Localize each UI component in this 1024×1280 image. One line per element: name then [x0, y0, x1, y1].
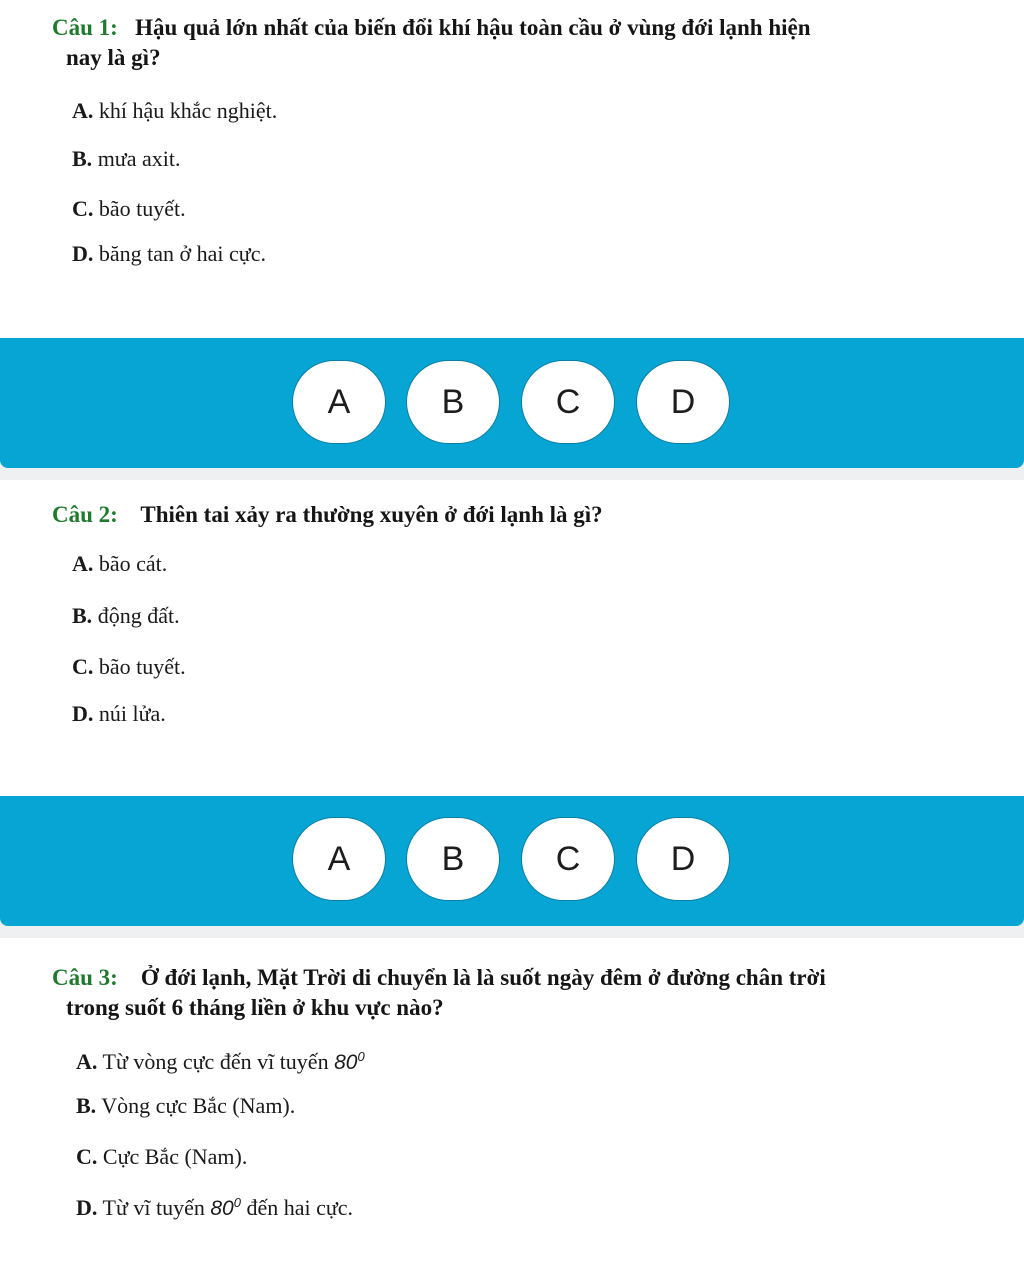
answer-2-b-button[interactable]: B: [406, 817, 500, 901]
answer-2-c-button[interactable]: C: [521, 817, 615, 901]
question-1-option-c: C. bão tuyết.: [72, 196, 186, 221]
question-2-number: Câu 2:: [52, 502, 118, 527]
question-2-option-d: D. núi lửa.: [72, 701, 166, 726]
question-3-text-line2: trong suốt 6 tháng liền ở khu vực nào?: [66, 995, 444, 1020]
question-1-text-line1: Hậu quả lớn nhất của biến đổi khí hậu toàn cầu ở vùng đới lạnh hiện: [135, 15, 811, 40]
question-card-1: [0, 0, 1024, 338]
question-3-option-c: C. Cực Bắc (Nam).: [76, 1144, 248, 1169]
question-1-option-b: B. mưa axit.: [72, 146, 181, 171]
question-1-number: Câu 1:: [52, 15, 118, 40]
question-3-number: Câu 3:: [52, 965, 118, 990]
answer-2-a-button[interactable]: A: [292, 817, 386, 901]
question-3-title: [52, 963, 826, 992]
answer-1-d-button[interactable]: D: [636, 360, 730, 444]
question-card-3: [0, 938, 1024, 1280]
question-2-text-line1: Thiên tai xảy ra thường xuyên ở đới lạnh là gì?: [140, 502, 603, 527]
question-3-option-b: B. Vòng cực Bắc (Nam).: [76, 1093, 296, 1118]
question-1-title: [52, 13, 811, 42]
question-card-2: [0, 480, 1024, 796]
answer-1-c-button[interactable]: C: [521, 360, 615, 444]
question-1-option-d: D. băng tan ở hai cực.: [72, 241, 266, 266]
answer-1-a-button[interactable]: A: [292, 360, 386, 444]
question-3-option-a: A. Từ vòng cực đến vĩ tuyến $80^0$: [76, 1049, 365, 1074]
answer-2-d-button[interactable]: D: [636, 817, 730, 901]
latitude-value: $80^0$: [210, 1195, 241, 1220]
question-2-option-c: C. bão tuyết.: [72, 654, 186, 679]
answer-1-b-button[interactable]: B: [406, 360, 500, 444]
answer-bar-2: [0, 796, 1024, 926]
question-1-option-a: A. khí hậu khắc nghiệt.: [72, 98, 278, 123]
question-2-option-b: B. động đất.: [72, 603, 180, 628]
question-2-title: [52, 500, 603, 529]
latitude-value: $80^0$: [334, 1049, 365, 1074]
question-3-option-d: D. Từ vĩ tuyến $80^0$ đến hai cực.: [76, 1195, 354, 1220]
question-2-option-a: A. bão cát.: [72, 551, 168, 576]
answer-bar-1: [0, 338, 1024, 468]
question-1-text-line2: nay là gì?: [66, 45, 161, 70]
question-3-text-line1: Ở đới lạnh, Mặt Trời di chuyển là là suốt ngày đêm ở đường chân trời: [140, 965, 826, 990]
